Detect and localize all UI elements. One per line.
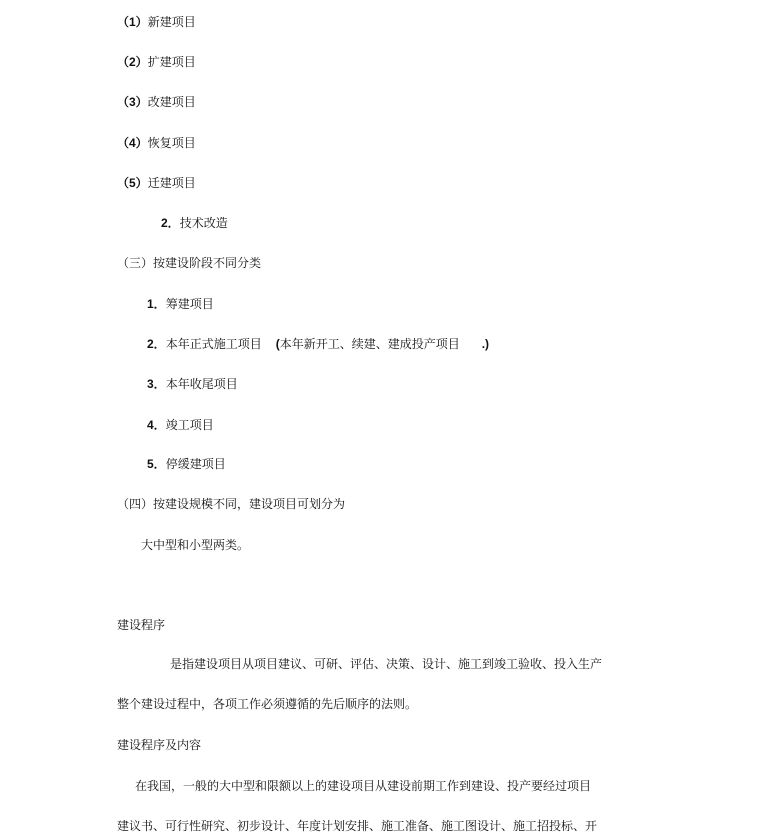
list-number: 1． bbox=[147, 297, 166, 311]
list-number: 3． bbox=[147, 377, 166, 391]
list-number: 2． bbox=[161, 216, 180, 230]
list-number: （4） bbox=[117, 136, 148, 150]
list-number: （5） bbox=[117, 176, 148, 190]
list-item-text: 技术改造 bbox=[179, 216, 228, 230]
list-item-text: 改建项目 bbox=[147, 95, 196, 109]
list-item-text: 本年正式施工项目 bbox=[165, 337, 262, 351]
list-item-text: 迁建项目 bbox=[147, 176, 196, 190]
list-item-text: 扩建项目 bbox=[147, 55, 196, 69]
list-item-text: 新建项目 bbox=[147, 15, 196, 29]
list-item-text: 竣工项目 bbox=[165, 418, 214, 432]
list-item-renovation-project bbox=[117, 94, 196, 110]
list-item-text: 本年收尾项目 bbox=[165, 377, 238, 391]
list-number: （2） bbox=[117, 55, 148, 69]
list-number: （3） bbox=[117, 95, 148, 109]
list-item-restoration-project bbox=[117, 135, 196, 151]
term-heading-procedure-content: 建设程序及内容 bbox=[117, 738, 202, 752]
paragraph-text: 整个建设过程中，各项工作必须遵循的先后顺序的法则。 bbox=[117, 697, 418, 711]
list-item-technical-renovation bbox=[161, 215, 228, 231]
section-heading-by-stage: （三）按建设阶段不同分类 bbox=[117, 256, 262, 270]
paren-open: ( bbox=[275, 337, 280, 351]
list-item-suspended-project bbox=[147, 456, 226, 472]
list-item-closing-project bbox=[147, 376, 238, 392]
list-item-current-year-construction bbox=[147, 336, 489, 352]
paren-close: .) bbox=[481, 337, 490, 351]
list-item-text: 停缓建项目 bbox=[165, 457, 226, 471]
paragraph-text: 大中型和小型两类。 bbox=[141, 538, 250, 552]
list-item-text: 恢复项目 bbox=[147, 136, 196, 150]
paragraph-text: 在我国，一般的大中型和限额以上的建设项目从建设前期工作到建设、投产要经过项目 bbox=[135, 779, 592, 793]
list-item-completed-project bbox=[147, 417, 214, 433]
list-number: 5． bbox=[147, 457, 166, 471]
term-heading-construction-procedure: 建设程序 bbox=[117, 618, 166, 632]
paragraph-text: 是指建设项目从项目建议、可研、评估、决策、设计、施工到竣工验收、投入生产 bbox=[170, 657, 603, 671]
section-heading-by-scale: （四）按建设规模不同，建设项目可划分为 bbox=[117, 497, 346, 511]
list-item-text: 筹建项目 bbox=[165, 297, 214, 311]
list-number: 2． bbox=[147, 337, 166, 351]
list-number: （1） bbox=[117, 15, 148, 29]
list-item-new-project bbox=[117, 14, 196, 30]
list-number: 4． bbox=[147, 418, 166, 432]
list-item-relocation-project bbox=[117, 175, 196, 191]
list-item-preparation-project bbox=[147, 296, 214, 312]
paren-text: 本年新开工、续建、建成投产项目 bbox=[279, 337, 460, 351]
paragraph-text: 建议书、可行性研究、初步设计、年度计划安排、施工准备、施工图设计、施工招投标、开 bbox=[117, 819, 598, 833]
list-item-expansion-project bbox=[117, 54, 196, 70]
